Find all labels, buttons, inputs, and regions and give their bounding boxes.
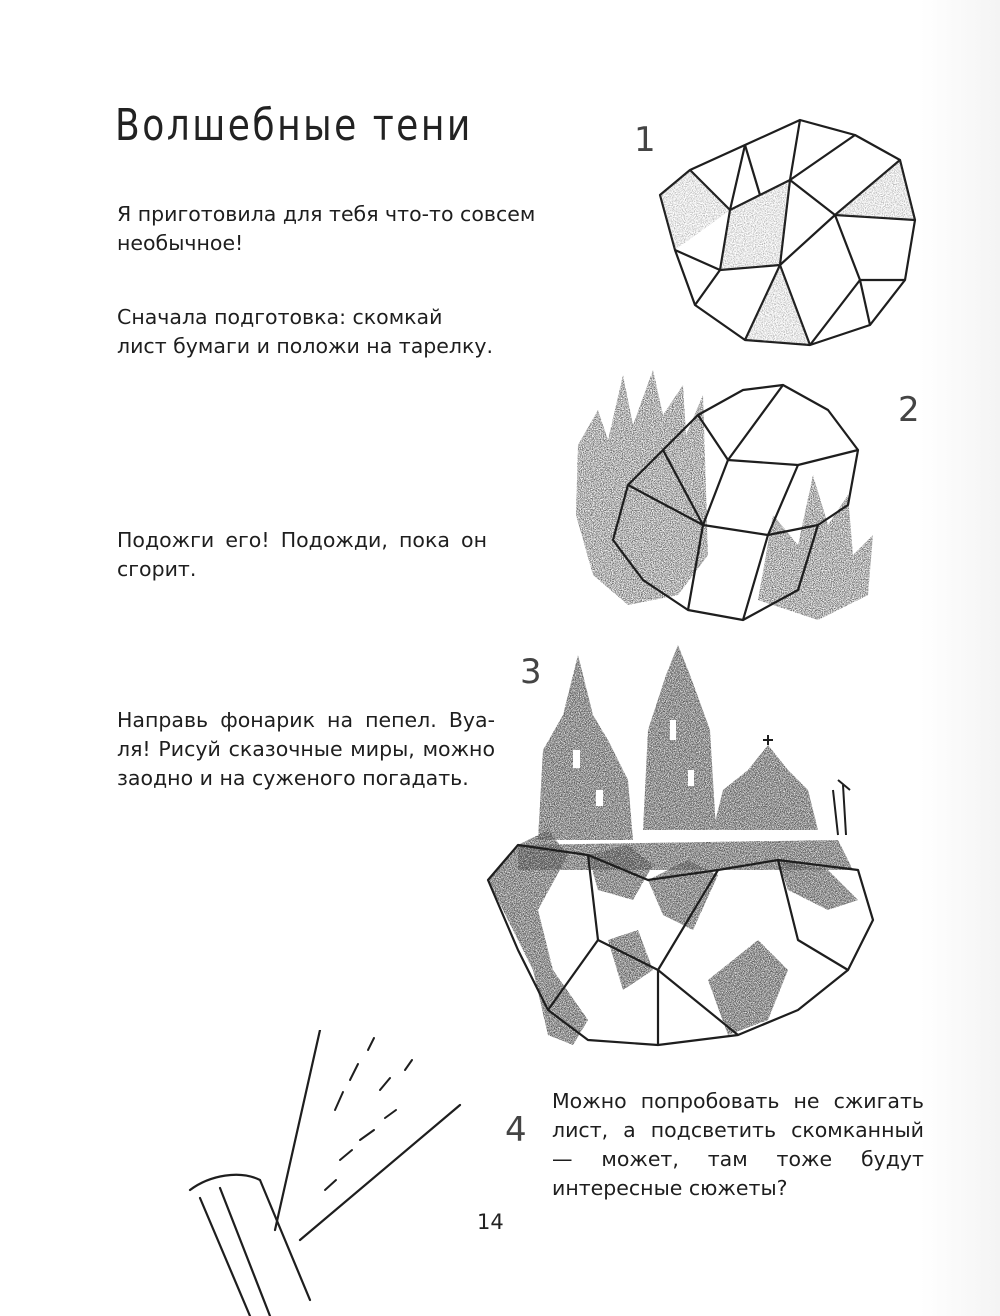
step-number-3: 3	[520, 652, 542, 692]
page-number: 14	[477, 1210, 504, 1234]
step-4-text: Можно попробовать не сжигать лист, а подсветить скомканный — может, там тоже будут интересные сюжеты?	[552, 1089, 924, 1200]
crumpled-paper-icon	[650, 100, 930, 360]
step-1-text: Сначала подготовка: скомкай лист бумаги и положи на тарелку.	[117, 305, 494, 358]
step-number-4: 4	[505, 1110, 527, 1150]
step-number-2: 2	[898, 390, 920, 430]
step-3-text: Направь фонарик на пепел. Вуа-ля! Рисуй сказочные миры, можно заодно и на суженого погадать.	[117, 708, 495, 790]
burning-paper-icon	[568, 355, 888, 630]
step-2-text: Подожги его! Подожди, пока он сгорит.	[117, 528, 487, 581]
page-title: Волшебные тени	[115, 100, 473, 151]
flashlight-icon	[180, 1030, 500, 1316]
castle-shadow-icon	[478, 640, 898, 1060]
intro-text: Я приготовила для тебя что-то совсем необычное!	[117, 202, 536, 255]
step-number-1: 1	[634, 120, 656, 160]
